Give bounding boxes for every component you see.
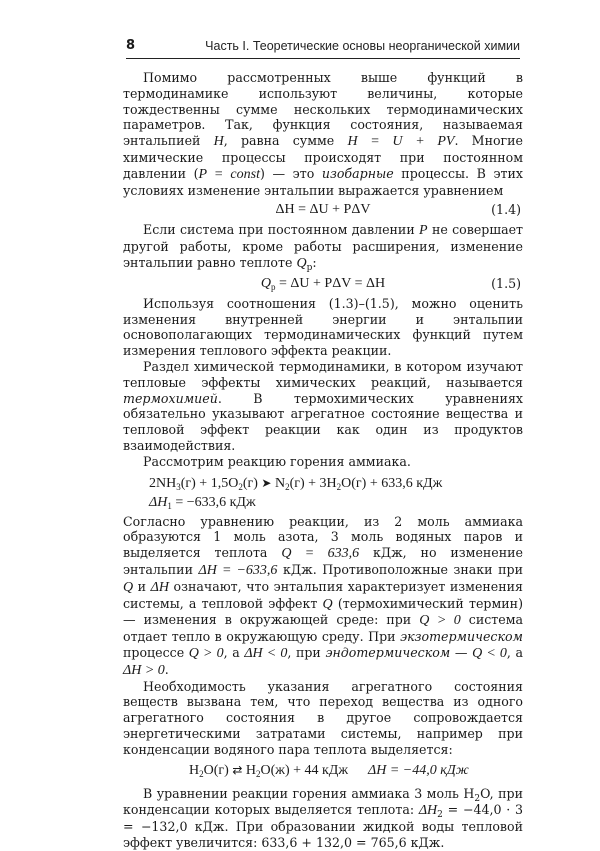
paragraph-ammonia-intro: Рассмотрим реакцию горения аммиака. <box>143 453 411 469</box>
reaction-enthalpy: $\Delta H_1 = -633,6$ кДж <box>149 494 256 511</box>
equation-1-4: ΔH = ΔU + PΔV (1.4) <box>275 202 521 218</box>
page-body <box>123 70 523 851</box>
running-title: Часть I. Теоретические основы неорганической химии <box>205 39 520 53</box>
paragraph-constant-pressure: Если система при постоянном давлении P не совершает другой работы, кроме работы расширения, изменение энтальпии равно теплоте $Q_p$: <box>123 222 523 273</box>
term-isobaric: изобарные <box>321 165 394 181</box>
term-thermochemistry: термохимией <box>123 390 218 406</box>
equation-1-5: $Q_p = \Delta U + P\Delta V = \Delta H$ (1.5) <box>260 275 521 292</box>
paragraph-relations: Используя соотношения (1.3)–(1.5), можно оценить изменения внутренней энергии и энтальпии основополагающих термодинамических функций путем измерения теплового эффекта реакции. <box>123 295 523 359</box>
paragraph-enthalpy-intro: Помимо рассмотренных выше функций в термодинамике используют величины, которые тождественны сумме нескольких термодинамических параметров. Так, функция состояния, называемая энтальпией H, равна сумме H = U + PV. Многие химические процессы происходят при постоянном давлении (P = const) — это изобарные процессы. В этих условиях изменение энтальпии выражается уравнением <box>123 70 523 198</box>
equation-number: (1.5) <box>491 275 521 291</box>
equilibrium-arrow-icon: ⇄ <box>232 763 243 778</box>
equation-number: (1.4) <box>491 202 521 218</box>
equation-condensation: $H_2O(г)$ ⇄ $H_2O(ж) + 44$ кДж ΔH = −44,0 кДж <box>189 763 469 780</box>
paragraph-aggregate-state: Необходимость указания агрегатного состояния веществ вызвана тем, что переход вещества из одного агрегатного состояния в другое сопровождается энергетическими затратами системы, например при конденсации водяного пара теплота выделяется: <box>123 678 523 757</box>
term-exothermic: экзотермическом <box>400 629 523 645</box>
paragraph-total-heat: В уравнении реакции горения аммиака 3 моль $H_2O$, при конденсации которых выделяется теплота: $\Delta H_2 = -44,0 \cdot 3 = -132,0$ кДж. При образовании жидкой воды тепловой эффект увеличится: 633,6 + 132,0 = 765,6 кДж. <box>123 786 523 850</box>
paragraph-thermochemistry: Раздел химической термодинамики, в котором изучают тепловые эффекты химических реакций, называется термохимией. В термохимических уравнениях обязательно указывают агрегатное состояние вещества и тепловой эффект реакции как один из продуктов взаимодействия. <box>123 358 523 453</box>
reaction-ammonia-combustion: $2NH_3(г) + 1,5O_2(г)$ ➤ $N_2(г) + 3H_2O(г) + 633,6$ кДж $\Delta H_1 = -633,6$ кДж <box>123 474 523 512</box>
condensation-enthalpy: ΔH = −44,0 кДж <box>368 763 469 779</box>
reaction-arrow-icon: ➤ <box>261 475 272 490</box>
page-number: 8 <box>126 38 136 53</box>
term-endothermic: эндотермическом <box>325 644 451 660</box>
page-header <box>126 38 520 59</box>
paragraph-sign-convention: Согласно уравнению реакции, из 2 моль аммиака образуются 1 моль азота, 3 моль водяных паров и выделяется теплота Q = 633,6 кДж, но изменение энтальпии ΔH = −633,6 кДж. Противоположные знаки при Q и ΔH означают, что энтальпия характеризует изменения системы, а тепловой эффект Q (термохимический термин) — изменения в окружающей среде: при Q > 0 система отдает тепло в окружающую среду. При экзотермическом процессе Q > 0, а ΔH < 0, при эндотермическом — Q < 0, а ΔH > 0. <box>123 513 524 678</box>
